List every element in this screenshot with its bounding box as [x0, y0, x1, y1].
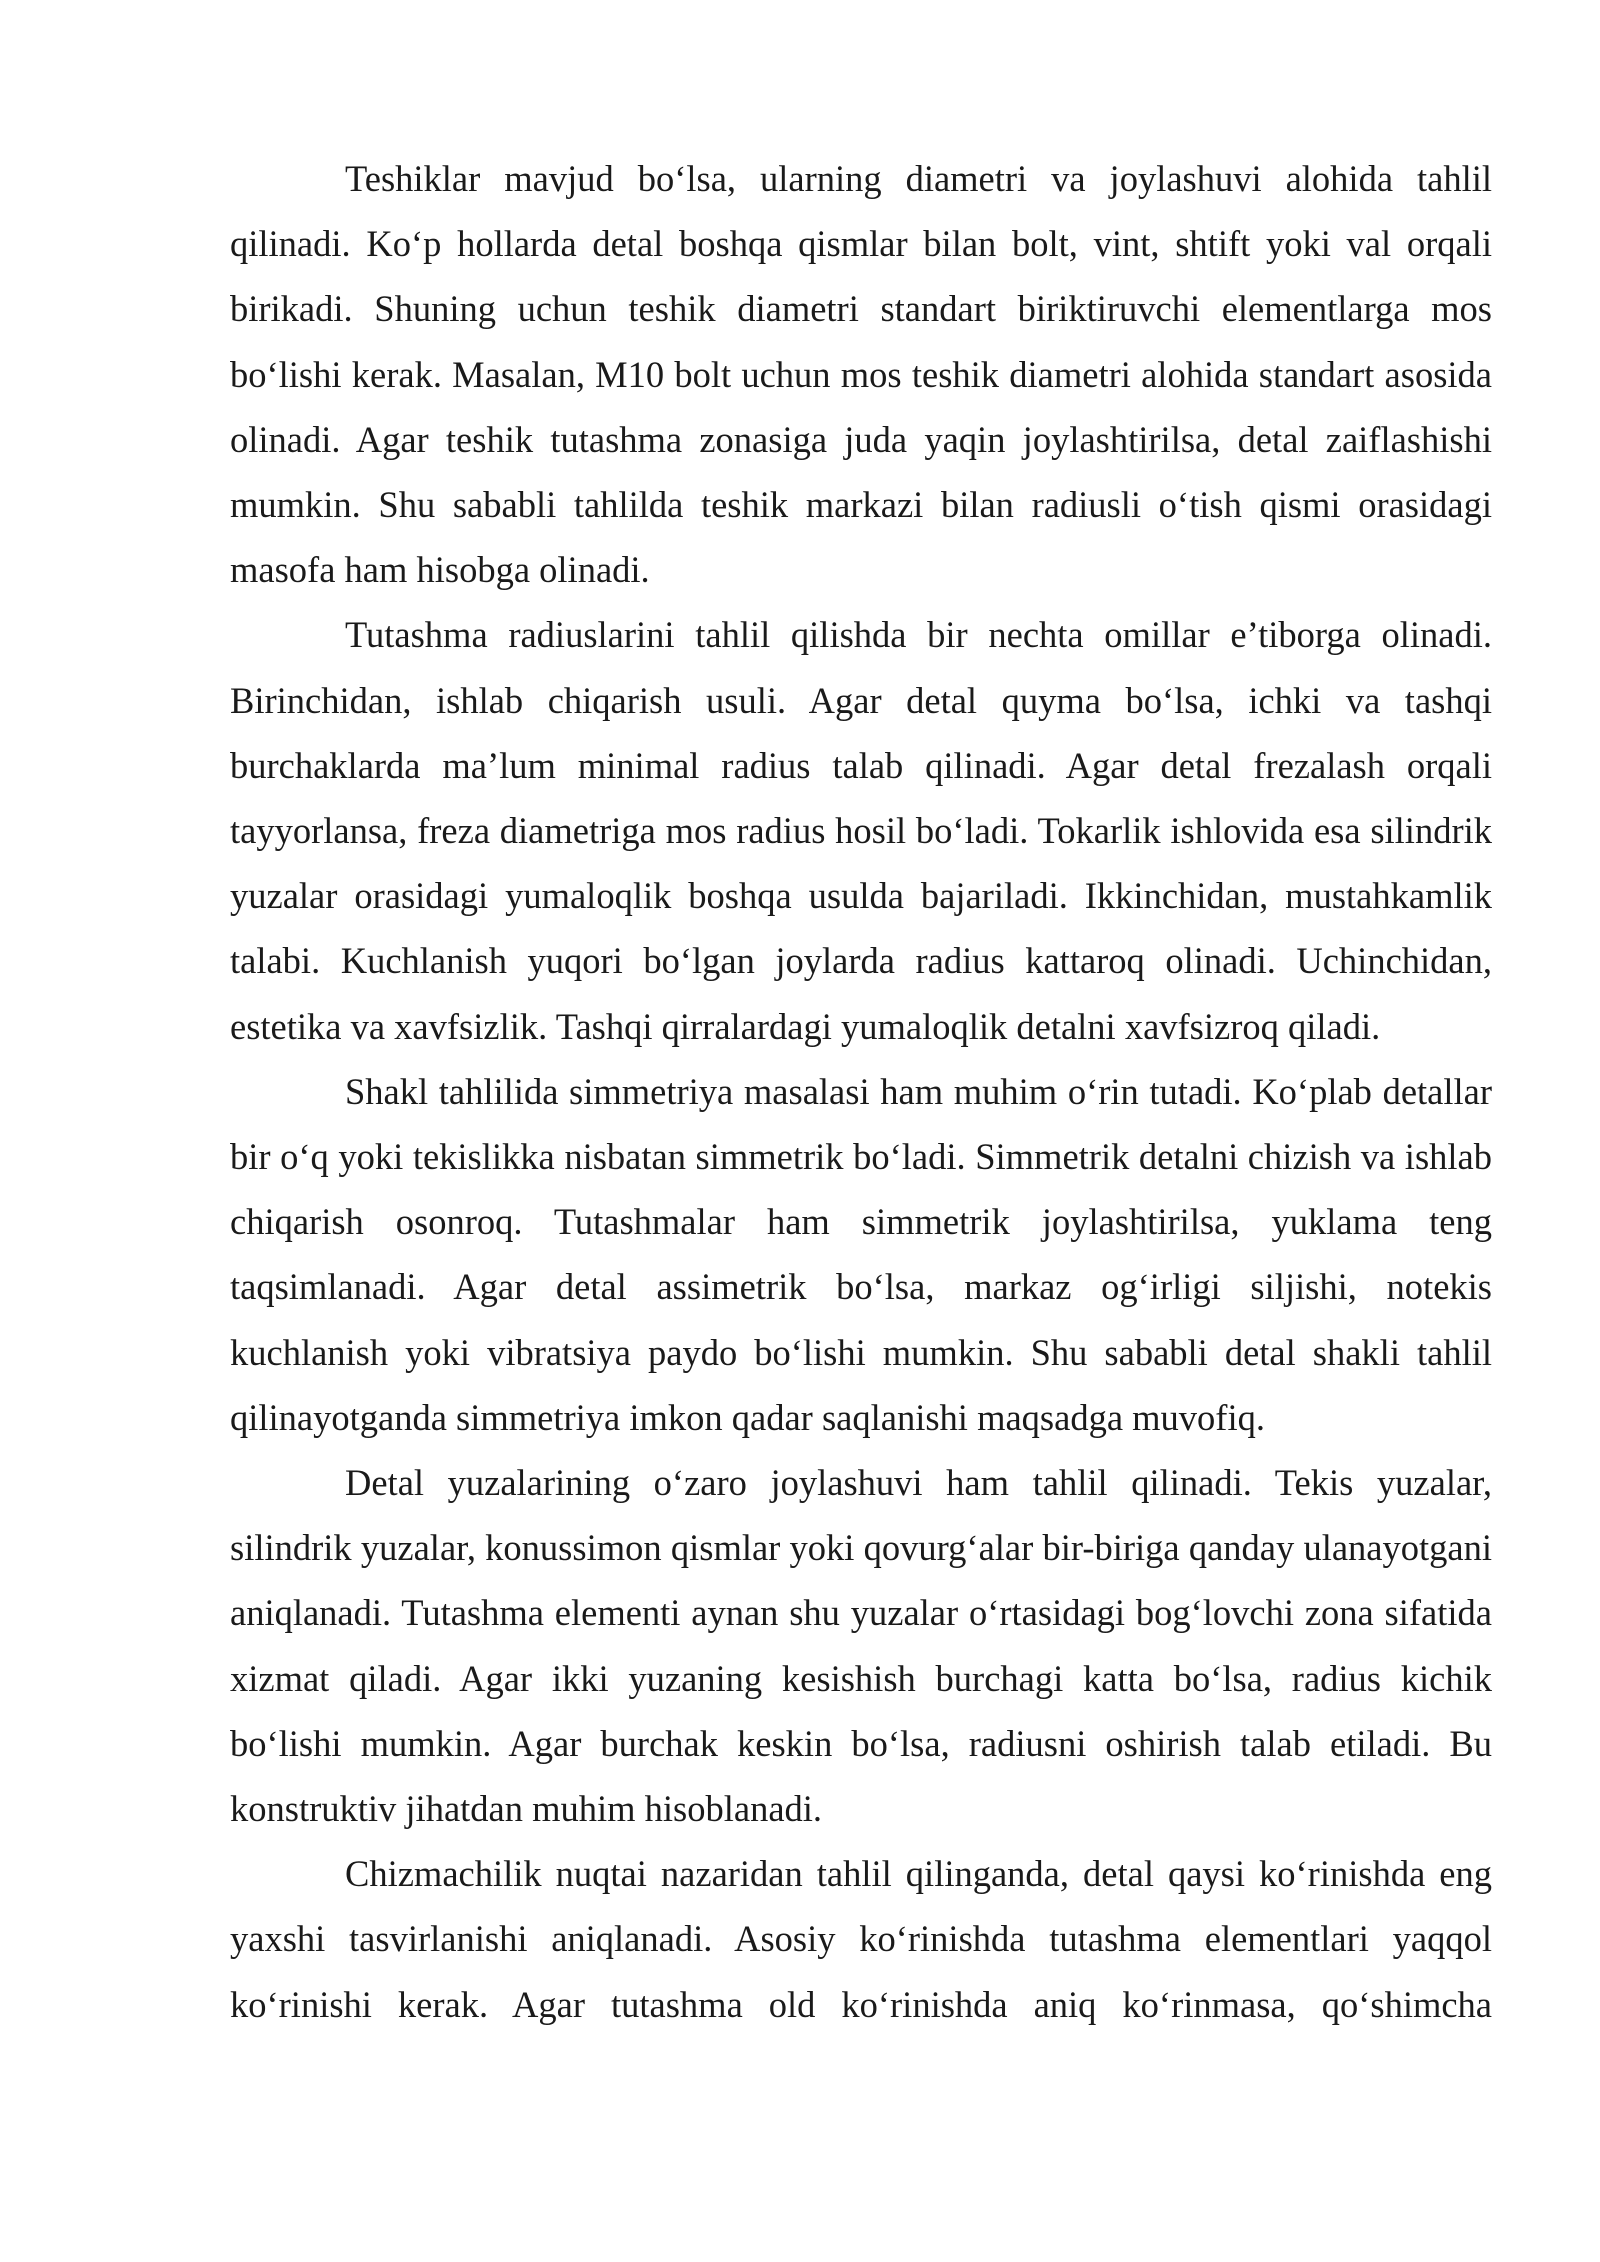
paragraph-fillet-radii: Tutashma radiuslarini tahlil qilishda bir nechta omillar e’tiborga olinadi. Birinchidan, ishlab chiqarish usuli. Agar detal quyma bo‘lsa, ichki va tashqi burchaklarda ma’lum minimal radius talab qilinadi. Agar detal frezalash orqali tayyorlansa, freza diametriga mos radius hosil bo‘ladi. Tokarlik ishlovida esa silindrik yuzalar orasidagi yumaloqlik boshqa usulda bajariladi. Ikkinchidan, mustahkamlik talabi. Kuchlanish yuqori bo‘lgan joylarda radius kattaroq olinadi. Uchinchidan, estetika va xavfsizlik. Tashqi qirralardagi yumaloqlik detalni xavfsizroq qiladi.	[230, 614, 1492, 1047]
document-body	[230, 146, 1492, 2037]
paragraph-drawing-views: Chizmachilik nuqtai nazaridan tahlil qilinganda, detal qaysi ko‘rinishda eng yaxshi tasvirlanishi aniqlanadi. Asosiy ko‘rinishda tutashma elementlari yaqqol ko‘rinishi kerak. Agar tutashma old ko‘rinishda aniq ko‘rinmasa, qo‘shimcha	[230, 1853, 1492, 2025]
paragraph-holes: Teshiklar mavjud bo‘lsa, ularning diametri va joylashuvi alohida tahlil qilinadi. Ko‘p hollarda detal boshqa qismlar bilan bolt, vint, shtift yoki val orqali birikadi. Shuning uchun teshik diametri standart biriktiruvchi elementlarga mos bo‘lishi kerak. Masalan, M10 bolt uchun mos teshik diametri alohida standart asosida olinadi. Agar teshik tutashma zonasiga juda yaqin joylashtirilsa, detal zaiflashishi mumkin. Shu sababli tahlilda teshik markazi bilan radiusli o‘tish qismi orasidagi masofa ham hisobga olinadi.	[230, 158, 1492, 591]
paragraph-symmetry: Shakl tahlilida simmetriya masalasi ham muhim o‘rin tutadi. Ko‘plab detallar bir o‘q yoki tekislikka nisbatan simmetrik bo‘ladi. Simmetrik detalni chizish va ishlab chiqarish osonroq. Tutashmalar ham simmetrik joylashtirilsa, yuklama teng taqsimlanadi. Agar detal assimetrik bo‘lsa, markaz og‘irligi siljishi, notekis kuchlanish yoki vibratsiya paydo bo‘lishi mumkin. Shu sababli detal shakli tahlil qilinayotganda simmetriya imkon qadar saqlanishi maqsadga muvofiq.	[230, 1070, 1492, 1438]
paragraph-surface-arrangement: Detal yuzalarining o‘zaro joylashuvi ham tahlil qilinadi. Tekis yuzalar, silindrik yuzalar, konussimon qismlar yoki qovurg‘alar bir-biriga qanday ulanayotgani aniqlanadi. Tutashma elementi aynan shu yuzalar o‘rtasidagi bog‘lovchi zona sifatida xizmat qiladi. Agar ikki yuzaning kesishish burchagi katta bo‘lsa, radius kichik bo‘lishi mumkin. Agar burchak keskin bo‘lsa, radiusni oshirish talab etiladi. Bu konstruktiv jihatdan muhim hisoblanadi.	[230, 1462, 1492, 1830]
